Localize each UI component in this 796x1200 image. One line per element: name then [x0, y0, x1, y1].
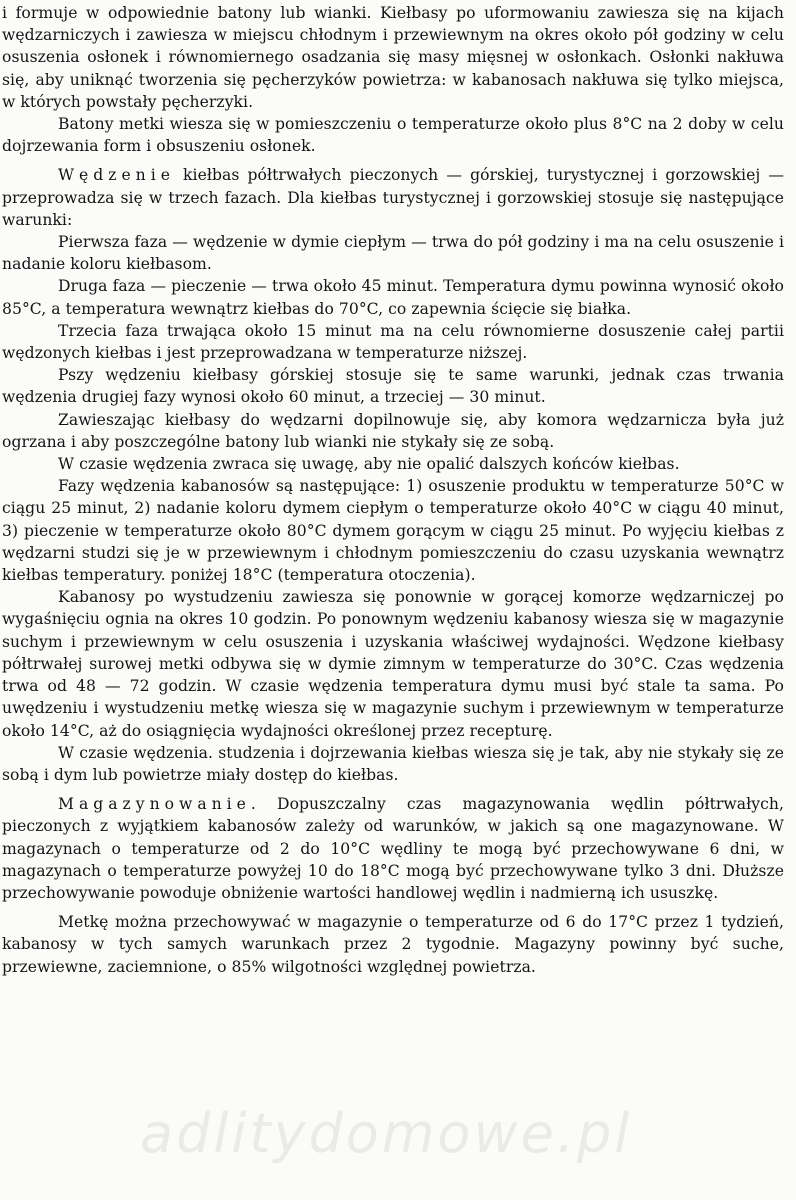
paragraph-9: W czasie wędzenia zwraca się uwagę, aby nie opalić dalszych końców kiełbas.	[58, 455, 680, 474]
paragraph-4: Pierwsza faza — wędzenie w dymie ciepłym — trwa do pół godziny i ma na celu osuszenie i nadanie koloru kiełbasom.	[2, 233, 784, 274]
document-body	[2, 2, 784, 978]
paragraph-13-text: . Dopuszczalny czas magazynowania wędlin półtrwałych, pieczonych z wyjątkiem kabanosów zależy od warunków, w jakich są one magazynowane. W magazynach o temperaturze od 2 do 10°C wędliny te mogą być przechowywane 6 dni, w magazynach o temperaturze powyżej 10 do 18°C mogą być przechowywane tylko 3 dni. Dłuższe przechowywanie powoduje obniżenie wartości handlowej wędlin i nadmierną ich ususzkę.	[2, 795, 784, 902]
paragraph-5: Druga faza — pieczenie — trwa około 45 minut. Temperatura dymu powinna wynosić około 85°C, a temperatura wewnątrz kiełbas do 70°C, co zapewnia ścięcie się białka.	[2, 277, 784, 318]
paragraph-8: Zawieszając kiełbasy do wędzarni dopilnowuje się, aby komora wędzarnicza była już ogrzana i aby poszczególne batony lub wianki nie stykały się ze sobą.	[2, 410, 784, 451]
paragraph-1: i formuje w odpowiednie batony lub wianki. Kiełbasy po uformowaniu zawiesza się na kijach wędzarniczych i zawiesza w miejscu chłodnym i przewiewnym na okres około pół godziny w celu osuszenia osłonek i równomiernego osadzania się masy mięsnej w osłonkach. Osłonki nakłuwa się, aby uniknąć tworzenia się pęcherzyków powietrza: w kabanosach nakłuwa się tylko miejsca, w których powstały pęcherzyki.	[2, 4, 784, 111]
section-heading-storage: Magazynowanie	[58, 795, 251, 814]
paragraph-11: Kabanosy po wystudzeniu zawiesza się ponownie w gorącej komorze wędzarniczej po wygaśnięciu ognia na okres 10 godzin. Po ponownym wędzeniu kabanosy wiesza się w magazynie suchym i przewiewnym w celu osuszenia i uzyskania właściwej wydajności. Wędzone kiełbasy półtrwałej surowej metki odbywa się w dymie zimnym w temperaturze do 30°C. Czas wędzenia trwa od 48 — 72 godzin. W czasie wędzenia temperatura dymu musi być stale ta sama. Po uwędzeniu i wystudzeniu metkę wiesza się w magazynie suchym i przewiewnym w temperaturze około 14°C, aż do osiągnięcia wydajności określonej przez recepturę.	[2, 588, 784, 740]
paragraph-7: Pszy wędzeniu kiełbasy górskiej stosuje się te same warunki, jednak czas trwania wędzenia drugiej fazy wynosi około 60 minut, a trzeciej — 30 minut.	[2, 366, 784, 407]
paragraph-6: Trzecia faza trwająca około 15 minut ma na celu równomierne dosuszenie całej partii wędzonych kiełbas i jest przeprowadzana w temperaturze niższej.	[2, 321, 784, 363]
paragraph-2: Batony metki wiesza się w pomieszczeniu o temperaturze około plus 8°C na 2 doby w celu dojrzewania form i obsuszeniu osłonek.	[2, 115, 784, 156]
paragraph-14: Metkę można przechowywać w magazynie o temperaturze od 6 do 17°C przez 1 tydzień, kabanosy w tych samych warunkach przez 2 tygodnie. Magazyny powinny być suche, przewiewne, zaciemnione, o 85% wilgotności względnej powietrza.	[2, 913, 784, 976]
watermark: adlitydomowe.pl	[140, 1102, 633, 1165]
paragraph-13	[2, 793, 784, 904]
paragraph-3-text: kiełbas półtrwałych pieczonych — górskiej, turystycznej i gorzowskiej — przeprowadza się w trzech fazach. Dla kiełbas turystycznej i gorzowskiej stosuje się następujące warunki:	[2, 166, 784, 229]
paragraph-10: Fazy wędzenia kabanosów są następujące: 1) osuszenie produktu w temperaturze 50°C w ciągu 25 minut, 2) nadanie koloru dymem ciepłym o temperaturze około 40°C w ciągu 40 minut, 3) pieczenie w temperaturze około 80°C dymem gorącym w ciągu 25 minut. Po wyjęciu kiełbas z wędzarni studzi się je w przewiewnym i chłodnym pomieszczeniu do czasu uzyskania wewnątrz kiełbas temperatury. poniżej 18°C (temperatura otoczenia).	[2, 477, 784, 585]
paragraph-12: W czasie wędzenia. studzenia i dojrzewania kiełbas wiesza się je tak, aby nie stykały się ze sobą i dym lub powietrze miały dostęp do kiełbas.	[2, 743, 784, 784]
paragraph-3	[2, 164, 784, 231]
section-heading-smoking: Wędzenie	[58, 166, 175, 185]
